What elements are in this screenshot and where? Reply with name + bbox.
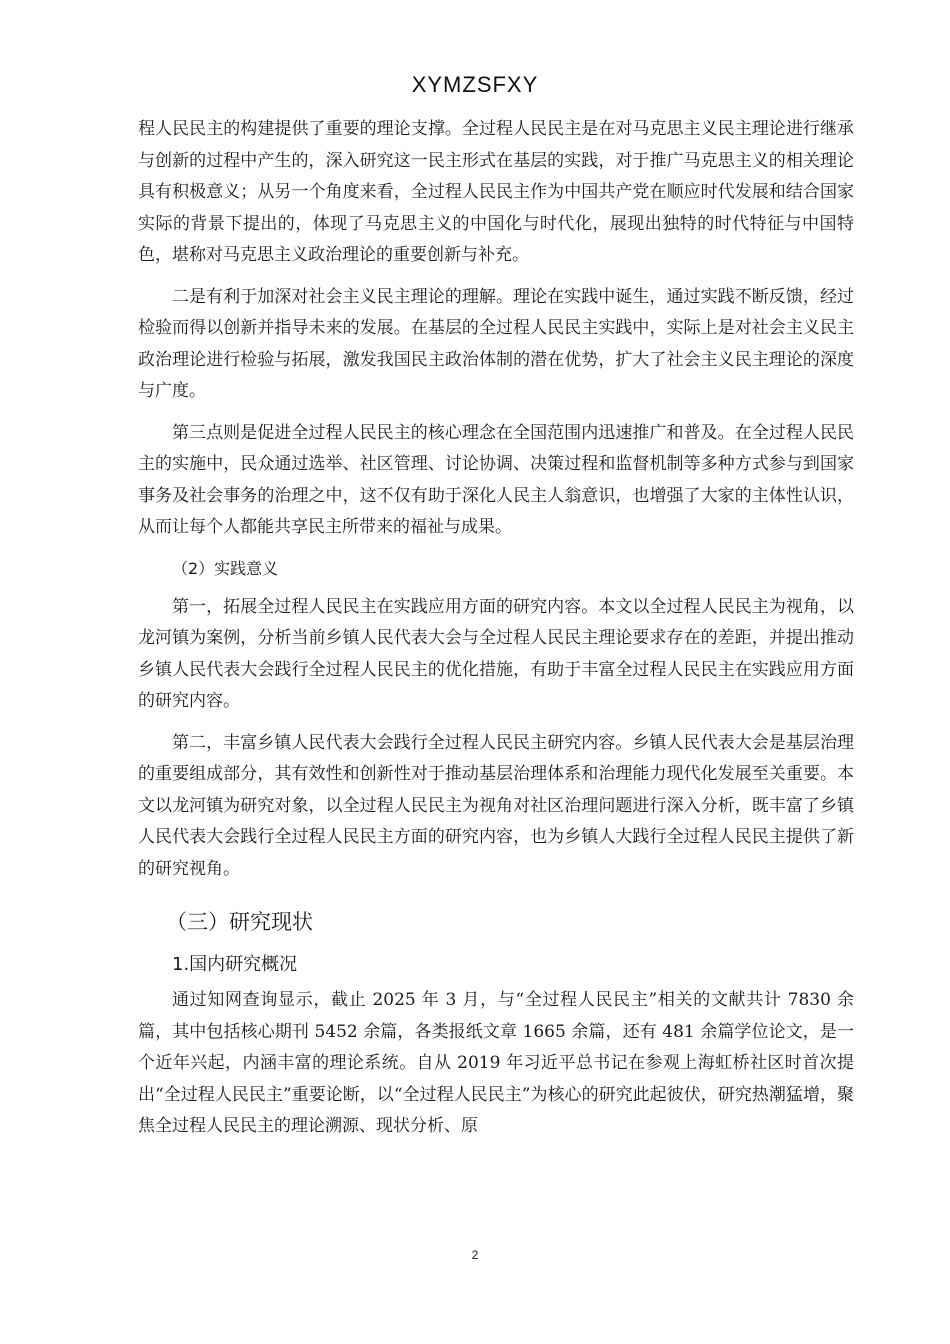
paragraph-theory-point-two: 二是有利于加深对社会主义民主理论的理解。理论在实践中诞生，通过实践不断反馈，经过检验而得以创新并指导未来的发展。在基层的全过程人民民主实践中，实际上是对社会主义民主政治理论进行检验与拓展，激发我国民主政治体制的潜在优势，扩大了社会主义民主理论的深度与广度。 <box>138 286 854 401</box>
paragraph-domestic-research: 通过知网查询显示，截止 2025 年 3 月，与“全过程人民民主”相关的文献共计 7830 余篇，其中包括核心期刊 5452 余篇，各类报纸文章 1665 余篇，还有 481 余篇学位论文，是一个近年兴起，内涵丰富的理论系统。自从 2019 年习近平总书记在参观上海虹桥社区时首次提出“全过程人民民主”重要论断，以“全过程人民民主”为核心的研究此起彼伏，研究热潮猛增，聚焦全过程人民民主的理论溯源、现状分析、原 <box>138 990 854 1136</box>
page-header: XYMZSFXY <box>411 72 539 97</box>
page-number: 2 <box>471 1248 479 1262</box>
paragraph-practice-point-one: 第一，拓展全过程人民民主在实践应用方面的研究内容。本文以全过程人民民主为视角，以龙河镇为案例，分析当前乡镇人民代表大会与全过程人民民主理论要求存在的差距，并提出推动乡镇人民代表大会践行全过程人民民主的优化措施，有助于丰富全过程人民民主在实践应用方面的研究内容。 <box>138 596 854 711</box>
subsection-heading-domestic-research: 1.国内研究概况 <box>172 954 298 975</box>
paragraph-theory-point-three: 第三点则是促进全过程人民民主的核心理念在全国范围内迅速推广和普及。在全过程人民民主的实施中，民众通过选举、社区管理、讨论协调、决策过程和监督机制等多种方式参与到国家事务及社会事务的治理之中，这不仅有助于深化人民主人翁意识，也增强了大家的主体性认识，从而让每个人都能共享民主所带来的福祉与成果。 <box>138 422 854 537</box>
paragraph-theory-continuation: 程人民民主的构建提供了重要的理论支撑。全过程人民民主是在对马克思主义民主理论进行继承与创新的过程中产生的，深入研究这一民主形式在基层的实践，对于推广马克思主义的相关理论具有积极意义；从另一个角度来看，全过程人民民主作为中国共产党在顺应时代发展和结合国家实际的背景下提出的，体现了马克思主义的中国化与时代化，展现出独特的时代特征与中国特色，堪称对马克思主义政治理论的重要创新与补充。 <box>138 119 854 265</box>
section-heading-research-status: （三）研究现状 <box>166 910 313 934</box>
subheading-practical-significance: （2）实践意义 <box>172 558 279 578</box>
document-body <box>138 114 854 1153</box>
paragraph-practice-point-two: 第二，丰富乡镇人民代表大会践行全过程人民民主研究内容。乡镇人民代表大会是基层治理的重要组成部分，其有效性和创新性对于推动基层治理体系和治理能力现代化发展至关重要。本文以龙河镇为研究对象，以全过程人民民主为视角对社区治理问题进行深入分析，既丰富了乡镇人民代表大会践行全过程人民民主方面的研究内容，也为乡镇人大践行全过程人民民主提供了新的研究视角。 <box>138 732 854 879</box>
